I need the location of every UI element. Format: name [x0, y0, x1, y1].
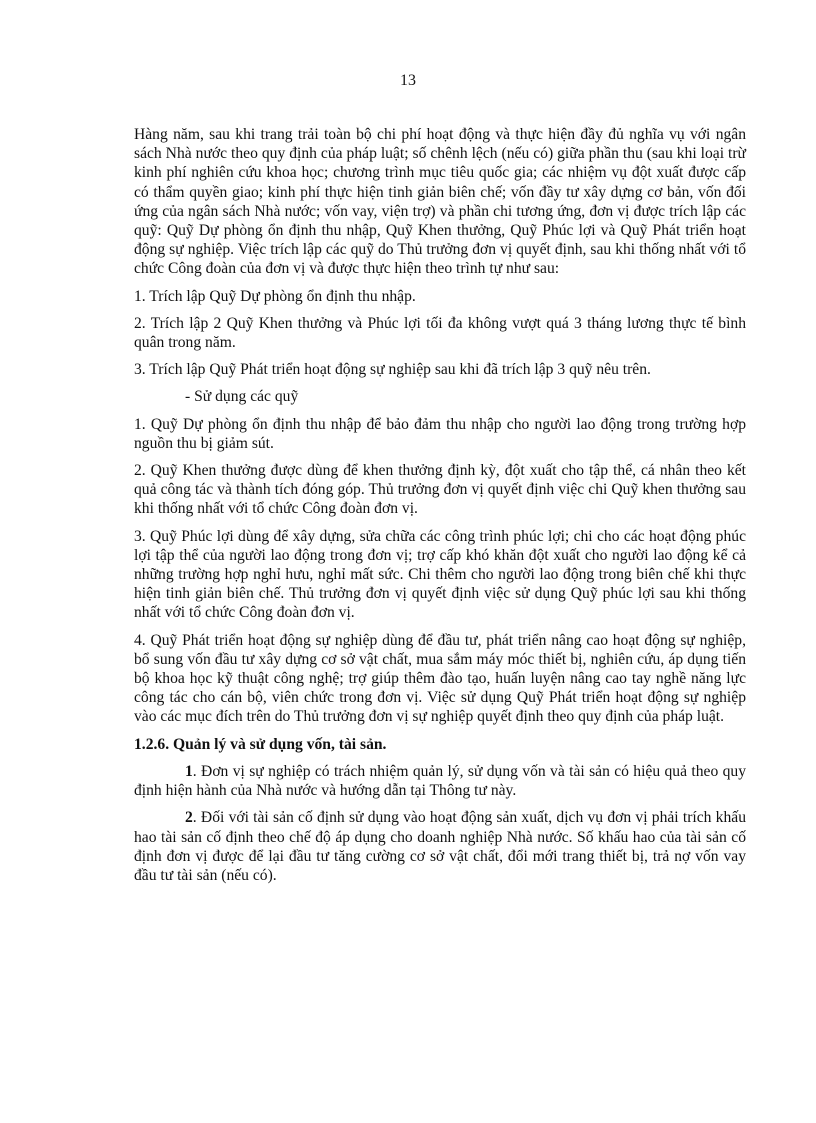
- usage-item-4: 4. Quỹ Phát triển hoạt động sự nghiệp dùng để đầu tư, phát triển nâng cao hoạt động sự nghiệp, bổ sung vốn đầu tư xây dựng cơ sở vật chất, mua sắm máy móc thiết bị, nghiên cứu, áp dụng tiến bộ khoa học kỹ thuật công nghệ; trợ giúp thêm đào tạo, huấn luyện nâng cao tay nghề năng lực công tác cho cán bộ, viên chức trong đơn vị. Việc sử dụng Quỹ Phát triển hoạt động sự nghiệp vào các mục đích trên do Thủ trưởng đơn vị sự nghiệp quyết định theo quy định của pháp luật.: [134, 631, 746, 726]
- section-item-2-number: 2: [185, 809, 193, 827]
- section-item-1-number: 1: [185, 762, 193, 780]
- usage-item-1: 1. Quỹ Dự phòng ổn định thu nhập để bảo đảm thu nhập cho người lao động trong trường hợp nguồn thu bị giảm sút.: [134, 415, 746, 452]
- usage-item-3: 3. Quỹ Phúc lợi dùng để xây dựng, sửa chữa các công trình phúc lợi; chi cho các hoạt động phúc lợi tập thể của người lao động trong đơn vị; trợ cấp khó khăn đột xuất cho người lao động kể cả những trường hợp nghỉ hưu, nghỉ mất sức. Chi thêm cho người lao động trong biên chế khi thực hiện tinh giản biên chế. Thủ trưởng đơn vị quyết định việc sử dụng Quỹ phúc lợi sau khi thống nhất với tổ chức Công đoàn đơn vị.: [134, 527, 746, 622]
- section-item-2: [134, 808, 746, 885]
- setup-item-2: 2. Trích lập 2 Quỹ Khen thưởng và Phúc lợi tối đa không vượt quá 3 tháng lương thực tế bình quân trong năm.: [134, 314, 746, 352]
- intro-paragraph: Hàng năm, sau khi trang trải toàn bộ chi phí hoạt động và thực hiện đầy đủ nghĩa vụ với ngân sách Nhà nước theo quy định của pháp luật; số chênh lệch (nếu có) giữa phần thu (sau khi loại trừ kinh phí nghiên cứu khoa học; chương trình mục tiêu quốc gia; các nhiệm vụ đột xuất được cấp có thẩm quyền giao; kinh phí thực hiện tinh giản biên chế; vốn đầy tư xây dựng cơ bản, vốn đối ứng của ngân sách Nhà nước; vốn vay, viện trợ) và phần chi tương ứng, đơn vị được trích lập các quỹ: Quỹ Dự phòng ổn định thu nhập, Quỹ Khen thưởng, Quỹ Phúc lợi và Quỹ Phát triển hoạt động sự nghiệp. Việc trích lập các quỹ do Thủ trưởng đơn vị quyết định, sau khi thống nhất với tổ chức Công đoàn của đơn vị và được thực hiện theo trình tự như sau:: [134, 126, 746, 278]
- usage-heading: - Sử dụng các quỹ: [185, 388, 299, 406]
- setup-item-3: 3. Trích lập Quỹ Phát triển hoạt động sự nghiệp sau khi đã trích lập 3 quỹ nêu trên.: [134, 361, 651, 379]
- section-item-1: [134, 762, 746, 800]
- section-item-2-text: . Đối với tài sản cố định sử dụng vào hoạt động sản xuất, dịch vụ đơn vị phải trích khấu hao tài sản cố định theo chế độ áp dụng cho doanh nghiệp Nhà nước. Số khấu hao của tài sản cố định đơn vị được để lại đầu tư tăng cường cơ sở vật chất, đổi mới trang thiết bị, trả nợ vốn vay đầu tư tài sản (nếu có).: [134, 809, 746, 884]
- section-heading: 1.2.6. Quản lý và sử dụng vốn, tài sản.: [134, 735, 387, 753]
- setup-item-1: 1. Trích lập Quỹ Dự phòng ổn định thu nhập.: [134, 287, 416, 305]
- usage-item-2: 2. Quỹ Khen thưởng được dùng để khen thưởng định kỳ, đột xuất cho tập thể, cá nhân theo kết quả công tác và thành tích đóng góp. Thủ trưởng đơn vị quyết định việc chi Quỹ khen thưởng sau khi thống nhất với tổ chức Công đoàn đơn vị.: [134, 462, 746, 518]
- page-number: 13: [400, 72, 416, 89]
- document-body: [134, 125, 746, 893]
- section-item-1-text: . Đơn vị sự nghiệp có trách nhiệm quản lý, sử dụng vốn và tài sản có hiệu quả theo quy định hiện hành của Nhà nước và hướng dẫn tại Thông tư này.: [134, 762, 746, 800]
